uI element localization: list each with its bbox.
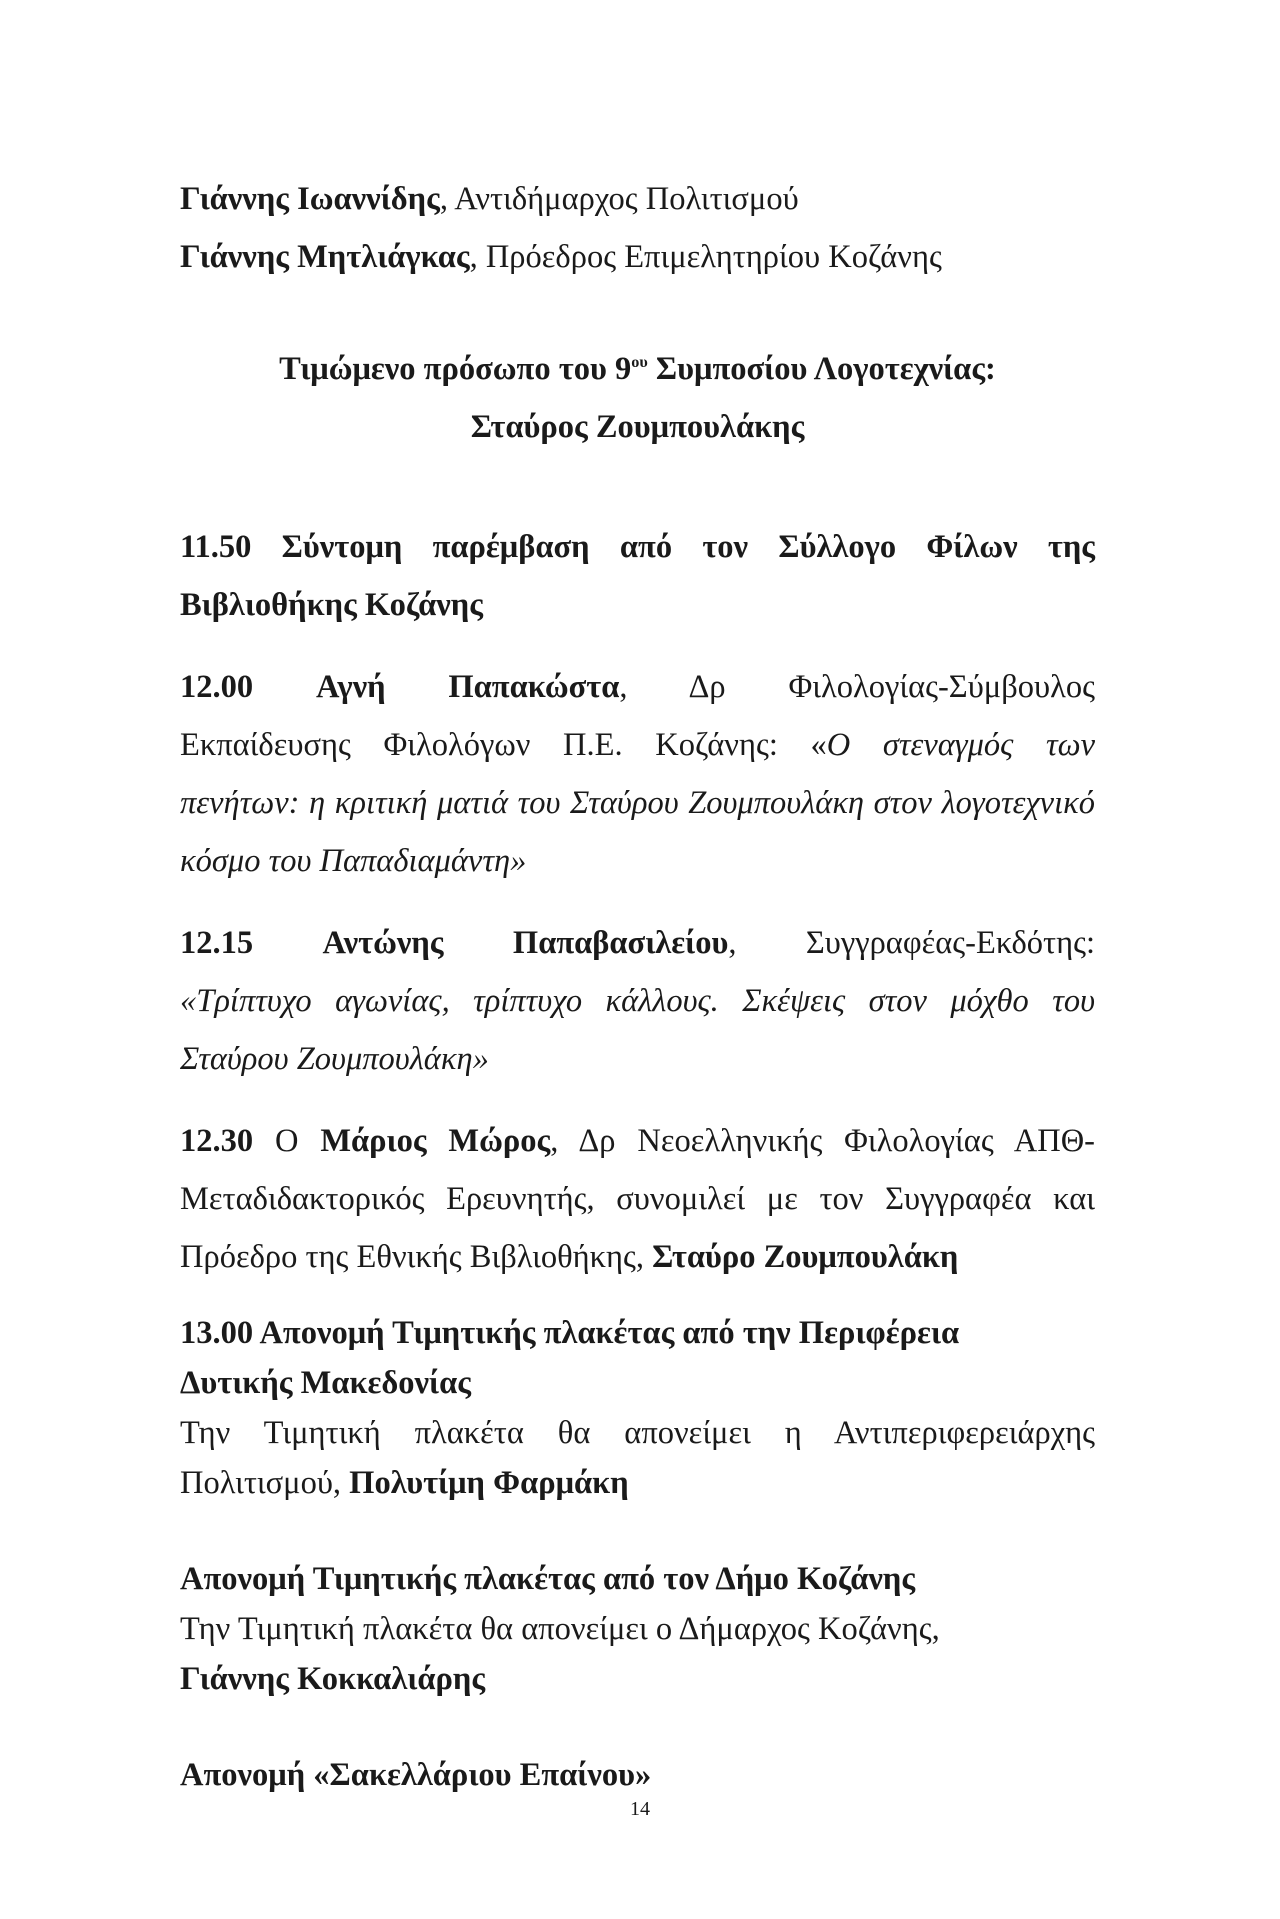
program-item-1150 <box>180 518 1095 634</box>
item-1300-line2: Δυτικής Μακεδονίας <box>180 1365 471 1401</box>
separator: , <box>469 239 486 275</box>
item-1230-line3-pre: Πρόεδρο της Εθνικής Βιβλιοθήκης, <box>180 1239 653 1275</box>
officials-list <box>180 170 1095 286</box>
document-page <box>180 170 1095 1804</box>
honoree-heading <box>180 340 1095 456</box>
talk-title: Ο στεναγμός των <box>826 727 1095 763</box>
official-role: Αντιδήμαρχος Πολιτισμού <box>454 181 799 217</box>
municipal-line3: Γιάννης Κοκκαλιάρης <box>180 1661 486 1697</box>
item-1200-line3: πενήτων: η κριτική ματιά του Σταύρου Ζουμπουλάκη στον λογοτεχνικό <box>180 785 1095 821</box>
official-role: Πρόεδρος Επιμελητηρίου Κοζάνης <box>485 239 942 275</box>
item-1215-line2: «Τρίπτυχο αγωνίας, τρίπτυχο κάλλους. Σκέψεις στον μόχθο του <box>180 983 1095 1019</box>
item-1200-line2 <box>180 716 1095 774</box>
item-1230-pre: Ο <box>253 1123 321 1159</box>
item-1200-line1: 12.00 Αγνή Παπακώστα, Δρ Φιλολογίας-Σύμβουλος <box>180 669 1095 705</box>
program-item-1230 <box>180 1112 1095 1286</box>
item-1230-line2: Μεταδιδακτορικός Ερευνητής, συνομιλεί με τον Συγγραφέα και <box>180 1181 1095 1217</box>
item-1300-line4-pre: Πολιτισμού, <box>180 1465 350 1501</box>
honoree-title-pre: Τιμώμενο πρόσωπο του 9 <box>279 351 632 387</box>
speaker-name: Αγνή Παπακώστα <box>315 669 620 705</box>
page-number: 14 <box>630 1798 650 1820</box>
honoree-title-sup: ου <box>631 353 648 372</box>
municipal-line2: Την Τιμητική πλακέτα θα απονείμει ο Δήμαρχος Κοζάνης, <box>180 1611 940 1647</box>
speaker-role: Συγγραφέας-Εκδότης: <box>805 925 1095 961</box>
item-1215-line3: Σταύρου Ζουμπουλάκη» <box>180 1041 489 1077</box>
program-item-1300 <box>180 1304 1095 1512</box>
speaker-role: Δρ Φιλολογίας-Σύμβουλος <box>688 669 1095 705</box>
item-1200-line4: κόσμο του Παπαδιαμάντη» <box>180 843 527 879</box>
item-1300-line1: 13.00 Απονομή Τιμητικής πλακέτας από την Περιφέρεια <box>180 1315 960 1351</box>
honoree-name: Σταύρος Ζουμπουλάκης <box>470 409 805 445</box>
separator: , <box>439 181 455 217</box>
honoree-title <box>180 340 1095 398</box>
honoree-name-ref: Σταύρο Ζουμπουλάκη <box>652 1239 959 1275</box>
official-line <box>180 170 1095 228</box>
official-name: Γιάννης Μητλιάγκας <box>180 239 470 275</box>
item-time: 12.00 <box>180 669 254 705</box>
program-item-award <box>180 1746 1095 1804</box>
item-1150-line1: 11.50 Σύντομη παρέμβαση από τον Σύλλογο Φίλων της <box>180 529 1095 565</box>
item-1300-line4 <box>180 1454 1095 1512</box>
item-1230-line3 <box>180 1228 1095 1286</box>
item-1300-line3: Την Τιμητική πλακέτα θα απονείμει η Αντιπεριφερειάρχης <box>180 1415 1095 1451</box>
speaker-name: Μάριος Μώρος <box>320 1123 551 1159</box>
honoree-title-post: Συμποσίου Λογοτεχνίας: <box>647 351 996 387</box>
program-item-municipal <box>180 1550 1095 1708</box>
speaker-role-cont: Εκπαίδευσης Φιλολόγων Π.Ε. Κοζάνης: « <box>180 727 827 763</box>
program-item-1215 <box>180 914 1095 1088</box>
presenter-name: Πολυτίμη Φαρμάκη <box>349 1465 629 1501</box>
item-time: 12.30 <box>180 1123 254 1159</box>
item-time: 12.15 <box>180 925 254 961</box>
item-1150-line2: Βιβλιοθήκης Κοζάνης <box>180 587 483 623</box>
municipal-line1: Απονομή Τιμητικής πλακέτας από τον Δήμο Κοζάνης <box>180 1561 916 1597</box>
speaker-name: Αντώνης Παπαβασιλείου <box>322 925 729 961</box>
program-item-1200 <box>180 658 1095 890</box>
item-1230-line1 <box>180 1112 1095 1170</box>
item-1215-line1: 12.15 Αντώνης Παπαβασιλείου, Συγγραφέας-Εκδότης: <box>180 925 1095 961</box>
official-name: Γιάννης Ιωαννίδης <box>180 181 440 217</box>
speaker-role: , Δρ Νεοελληνικής Φιλολογίας ΑΠΘ- <box>550 1123 1095 1159</box>
award-line1: Απονομή «Σακελλάριου Επαίνου» <box>180 1757 652 1793</box>
official-line <box>180 228 1095 286</box>
